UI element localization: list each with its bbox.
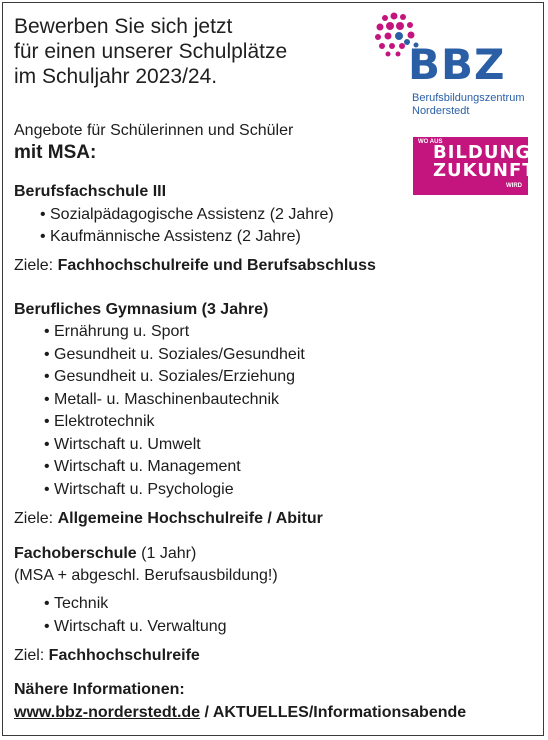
headline-line: im Schuljahr 2023/24. [14, 65, 218, 88]
list-item: • Gesundheit u. Soziales/Erziehung [44, 368, 296, 385]
more-info-line [14, 703, 466, 723]
headline-line: für einen unserer Schulplätze [14, 40, 288, 63]
fos-goal: Ziel: Fachhochschulreife [14, 647, 200, 664]
more-info-title: Nähere Informationen: [14, 681, 185, 698]
gym-goal: Ziele: Allgemeine Hochschulreife / Abitur [14, 510, 323, 527]
list-item: • Wirtschaft u. Verwaltung [44, 618, 227, 635]
more-info-rest: / AKTUELLES/Informationsabende [200, 704, 467, 721]
fos-title: Fachoberschule (1 Jahr) [14, 545, 197, 562]
list-item: • Sozialpädagogische Assistenz (2 Jahre) [40, 206, 334, 223]
list-item: • Wirtschaft u. Management [44, 458, 241, 475]
list-item: • Technik [44, 595, 109, 612]
gym-title: Berufliches Gymnasium (3 Jahre) [14, 301, 269, 318]
headline-line: Bewerben Sie sich jetzt [14, 15, 233, 38]
badge-line1: BILDUNG [433, 142, 532, 163]
list-item: • Metall- u. Maschinenbautechnik [44, 391, 280, 408]
bf3-title: Berufsfachschule III [14, 183, 167, 200]
list-item: • Kaufmännische Assistenz (2 Jahre) [40, 228, 301, 245]
badge-small-text: WO AUS [418, 139, 443, 145]
badge-line2: ZUKUNFT [433, 160, 536, 181]
bildung-zukunft-badge [413, 137, 536, 195]
bf3-goal: Ziele: Fachhochschulreife und Berufsabschluss [14, 257, 376, 274]
bbz-logo-location: Norderstedt [412, 105, 470, 117]
list-item: • Wirtschaft u. Psychologie [44, 481, 234, 498]
msa-heading: mit MSA: [14, 142, 97, 163]
intro-text: Angebote für Schülerinnen und Schüler [14, 122, 294, 139]
list-item: • Elektrotechnik [44, 413, 155, 430]
bbz-logo-letters: BBZ [408, 40, 506, 89]
fos-requirement: (MSA + abgeschl. Berufsausbildung!) [14, 567, 278, 584]
headline [14, 14, 287, 89]
list-item: • Ernährung u. Sport [44, 323, 190, 340]
bbz-logo-subtitle: Berufsbildungszentrum [412, 92, 525, 104]
list-item: • Gesundheit u. Soziales/Gesundheit [44, 346, 305, 363]
badge-wird: WIRD [506, 183, 522, 189]
website-link[interactable]: www.bbz-norderstedt.de [14, 704, 201, 721]
list-item: • Wirtschaft u. Umwelt [44, 436, 201, 453]
